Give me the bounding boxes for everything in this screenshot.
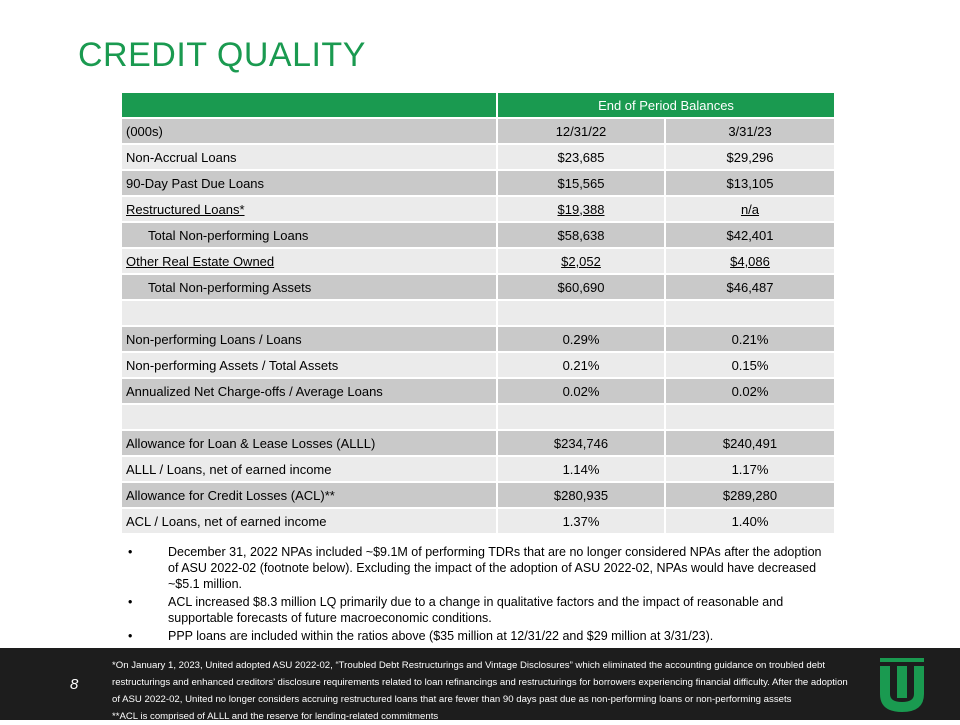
table-row bbox=[122, 171, 834, 197]
table-row bbox=[122, 509, 834, 535]
row-value-1: 0.29% bbox=[498, 327, 666, 353]
table-row bbox=[122, 249, 834, 275]
row-value-2: 1.40% bbox=[666, 509, 834, 535]
row-value-1 bbox=[498, 249, 666, 275]
group-header: End of Period Balances bbox=[498, 93, 834, 119]
row-label: Allowance for Credit Losses (ACL)** bbox=[122, 483, 498, 509]
row-value-1: $234,746 bbox=[498, 431, 666, 457]
row-label: Total Non-performing Loans bbox=[122, 223, 498, 249]
table-row bbox=[122, 431, 834, 457]
row-label: ACL / Loans, net of earned income bbox=[122, 509, 498, 535]
row-value-2 bbox=[666, 249, 834, 275]
row-value-text: $4,086 bbox=[730, 253, 770, 269]
table-row bbox=[122, 145, 834, 171]
row-value-2: $13,105 bbox=[666, 171, 834, 197]
credit-quality-table bbox=[122, 93, 834, 535]
row-value-1: $280,935 bbox=[498, 483, 666, 509]
row-value-2: $29,296 bbox=[666, 145, 834, 171]
table-row bbox=[122, 327, 834, 353]
row-value-1: 1.14% bbox=[498, 457, 666, 483]
row-label bbox=[122, 249, 498, 275]
bullet-list bbox=[124, 544, 824, 646]
table-spacer-row bbox=[122, 405, 834, 431]
bullet-item bbox=[124, 628, 824, 644]
footnote-tdr: *On January 1, 2023, United adopted ASU 2022-02, “Troubled Debt Restructurings and Vintage Disclosures” which eliminated the accounting guidance on troubled debt restructurings and enhanced creditors’ disclosure requirements related to loan refinancings and restructurings for borrowers experiencing financial difficulty. After the adoption of ASU 2022-02, United no longer considers accruing restructured loans that are fewer than 90 days past due as non-performing loans or non-performing assets bbox=[112, 660, 848, 705]
page-number: 8 bbox=[70, 676, 79, 693]
table-column-header-row bbox=[122, 119, 834, 145]
bullet-marker: • bbox=[128, 595, 133, 609]
row-label: Non-Accrual Loans bbox=[122, 145, 498, 171]
row-label-text: Restructured Loans* bbox=[126, 201, 245, 217]
footnote-acl: **ACL is comprised of ALLL and the reserve for lending-related commitments bbox=[112, 711, 439, 722]
spacer-cell bbox=[122, 301, 498, 327]
row-value-1 bbox=[498, 197, 666, 223]
row-value-1: $60,690 bbox=[498, 275, 666, 301]
row-value-1: 1.37% bbox=[498, 509, 666, 535]
bullet-text: December 31, 2022 NPAs included ~$9.1M of performing TDRs that are no longer considered NPAs after the adoption of ASU 2022-02 (footnote below). Excluding the impact of the adoption of ASU 2022-02, NPAs would have decreased ~$5.1 million. bbox=[168, 545, 822, 591]
row-value-2: 0.21% bbox=[666, 327, 834, 353]
united-bank-logo-icon bbox=[880, 658, 924, 712]
bullet-text: PPP loans are included within the ratios above ($35 million at 12/31/22 and $29 million at 3/31/23). bbox=[168, 629, 714, 643]
table-group-header-row bbox=[122, 93, 834, 119]
table-row bbox=[122, 379, 834, 405]
row-value-text: n/a bbox=[740, 201, 760, 217]
row-label: Annualized Net Charge-offs / Average Loans bbox=[122, 379, 498, 405]
row-label: ALLL / Loans, net of earned income bbox=[122, 457, 498, 483]
table-row bbox=[122, 197, 834, 223]
bullet-text: ACL increased $8.3 million LQ primarily due to a change in qualitative factors and the impact of reasonable and supportable forecasts of future macroeconomic conditions. bbox=[168, 595, 784, 625]
table-row bbox=[122, 275, 834, 301]
row-value-text: $2,052 bbox=[561, 253, 601, 269]
row-label: Non-performing Loans / Loans bbox=[122, 327, 498, 353]
row-value-2: 0.02% bbox=[666, 379, 834, 405]
bullet-marker: • bbox=[128, 629, 133, 643]
row-label: Total Non-performing Assets bbox=[122, 275, 498, 301]
row-value-2: $46,487 bbox=[666, 275, 834, 301]
header-blank-cell bbox=[122, 93, 498, 119]
row-value-2 bbox=[666, 197, 834, 223]
spacer-cell bbox=[666, 405, 834, 431]
table-spacer-row bbox=[122, 301, 834, 327]
row-value-2: $42,401 bbox=[666, 223, 834, 249]
table-row bbox=[122, 223, 834, 249]
page-title: CREDIT QUALITY bbox=[78, 36, 366, 74]
column-header-date-2: 3/31/23 bbox=[666, 119, 834, 145]
row-value-1: $15,565 bbox=[498, 171, 666, 197]
table-row bbox=[122, 457, 834, 483]
row-label: Non-performing Assets / Total Assets bbox=[122, 353, 498, 379]
column-header-date-1: 12/31/22 bbox=[498, 119, 666, 145]
spacer-cell bbox=[498, 405, 666, 431]
spacer-cell bbox=[498, 301, 666, 327]
spacer-cell bbox=[666, 301, 834, 327]
bullet-item bbox=[124, 544, 824, 592]
row-value-text: $19,388 bbox=[557, 201, 605, 217]
row-value-1: $58,638 bbox=[498, 223, 666, 249]
table-row bbox=[122, 483, 834, 509]
row-value-2: $289,280 bbox=[666, 483, 834, 509]
row-value-1: 0.02% bbox=[498, 379, 666, 405]
row-value-1: $23,685 bbox=[498, 145, 666, 171]
footer-bar bbox=[0, 648, 960, 720]
row-value-2: $240,491 bbox=[666, 431, 834, 457]
spacer-cell bbox=[122, 405, 498, 431]
row-label bbox=[122, 197, 498, 223]
row-value-1: 0.21% bbox=[498, 353, 666, 379]
bullet-item bbox=[124, 594, 824, 626]
row-label-text: Other Real Estate Owned bbox=[126, 253, 275, 269]
row-value-2: 0.15% bbox=[666, 353, 834, 379]
footnotes bbox=[112, 657, 857, 725]
table-row bbox=[122, 353, 834, 379]
column-header-units: (000s) bbox=[122, 119, 498, 145]
row-value-2: 1.17% bbox=[666, 457, 834, 483]
bullet-marker: • bbox=[128, 545, 133, 559]
row-label: Allowance for Loan & Lease Losses (ALLL) bbox=[122, 431, 498, 457]
row-label: 90-Day Past Due Loans bbox=[122, 171, 498, 197]
